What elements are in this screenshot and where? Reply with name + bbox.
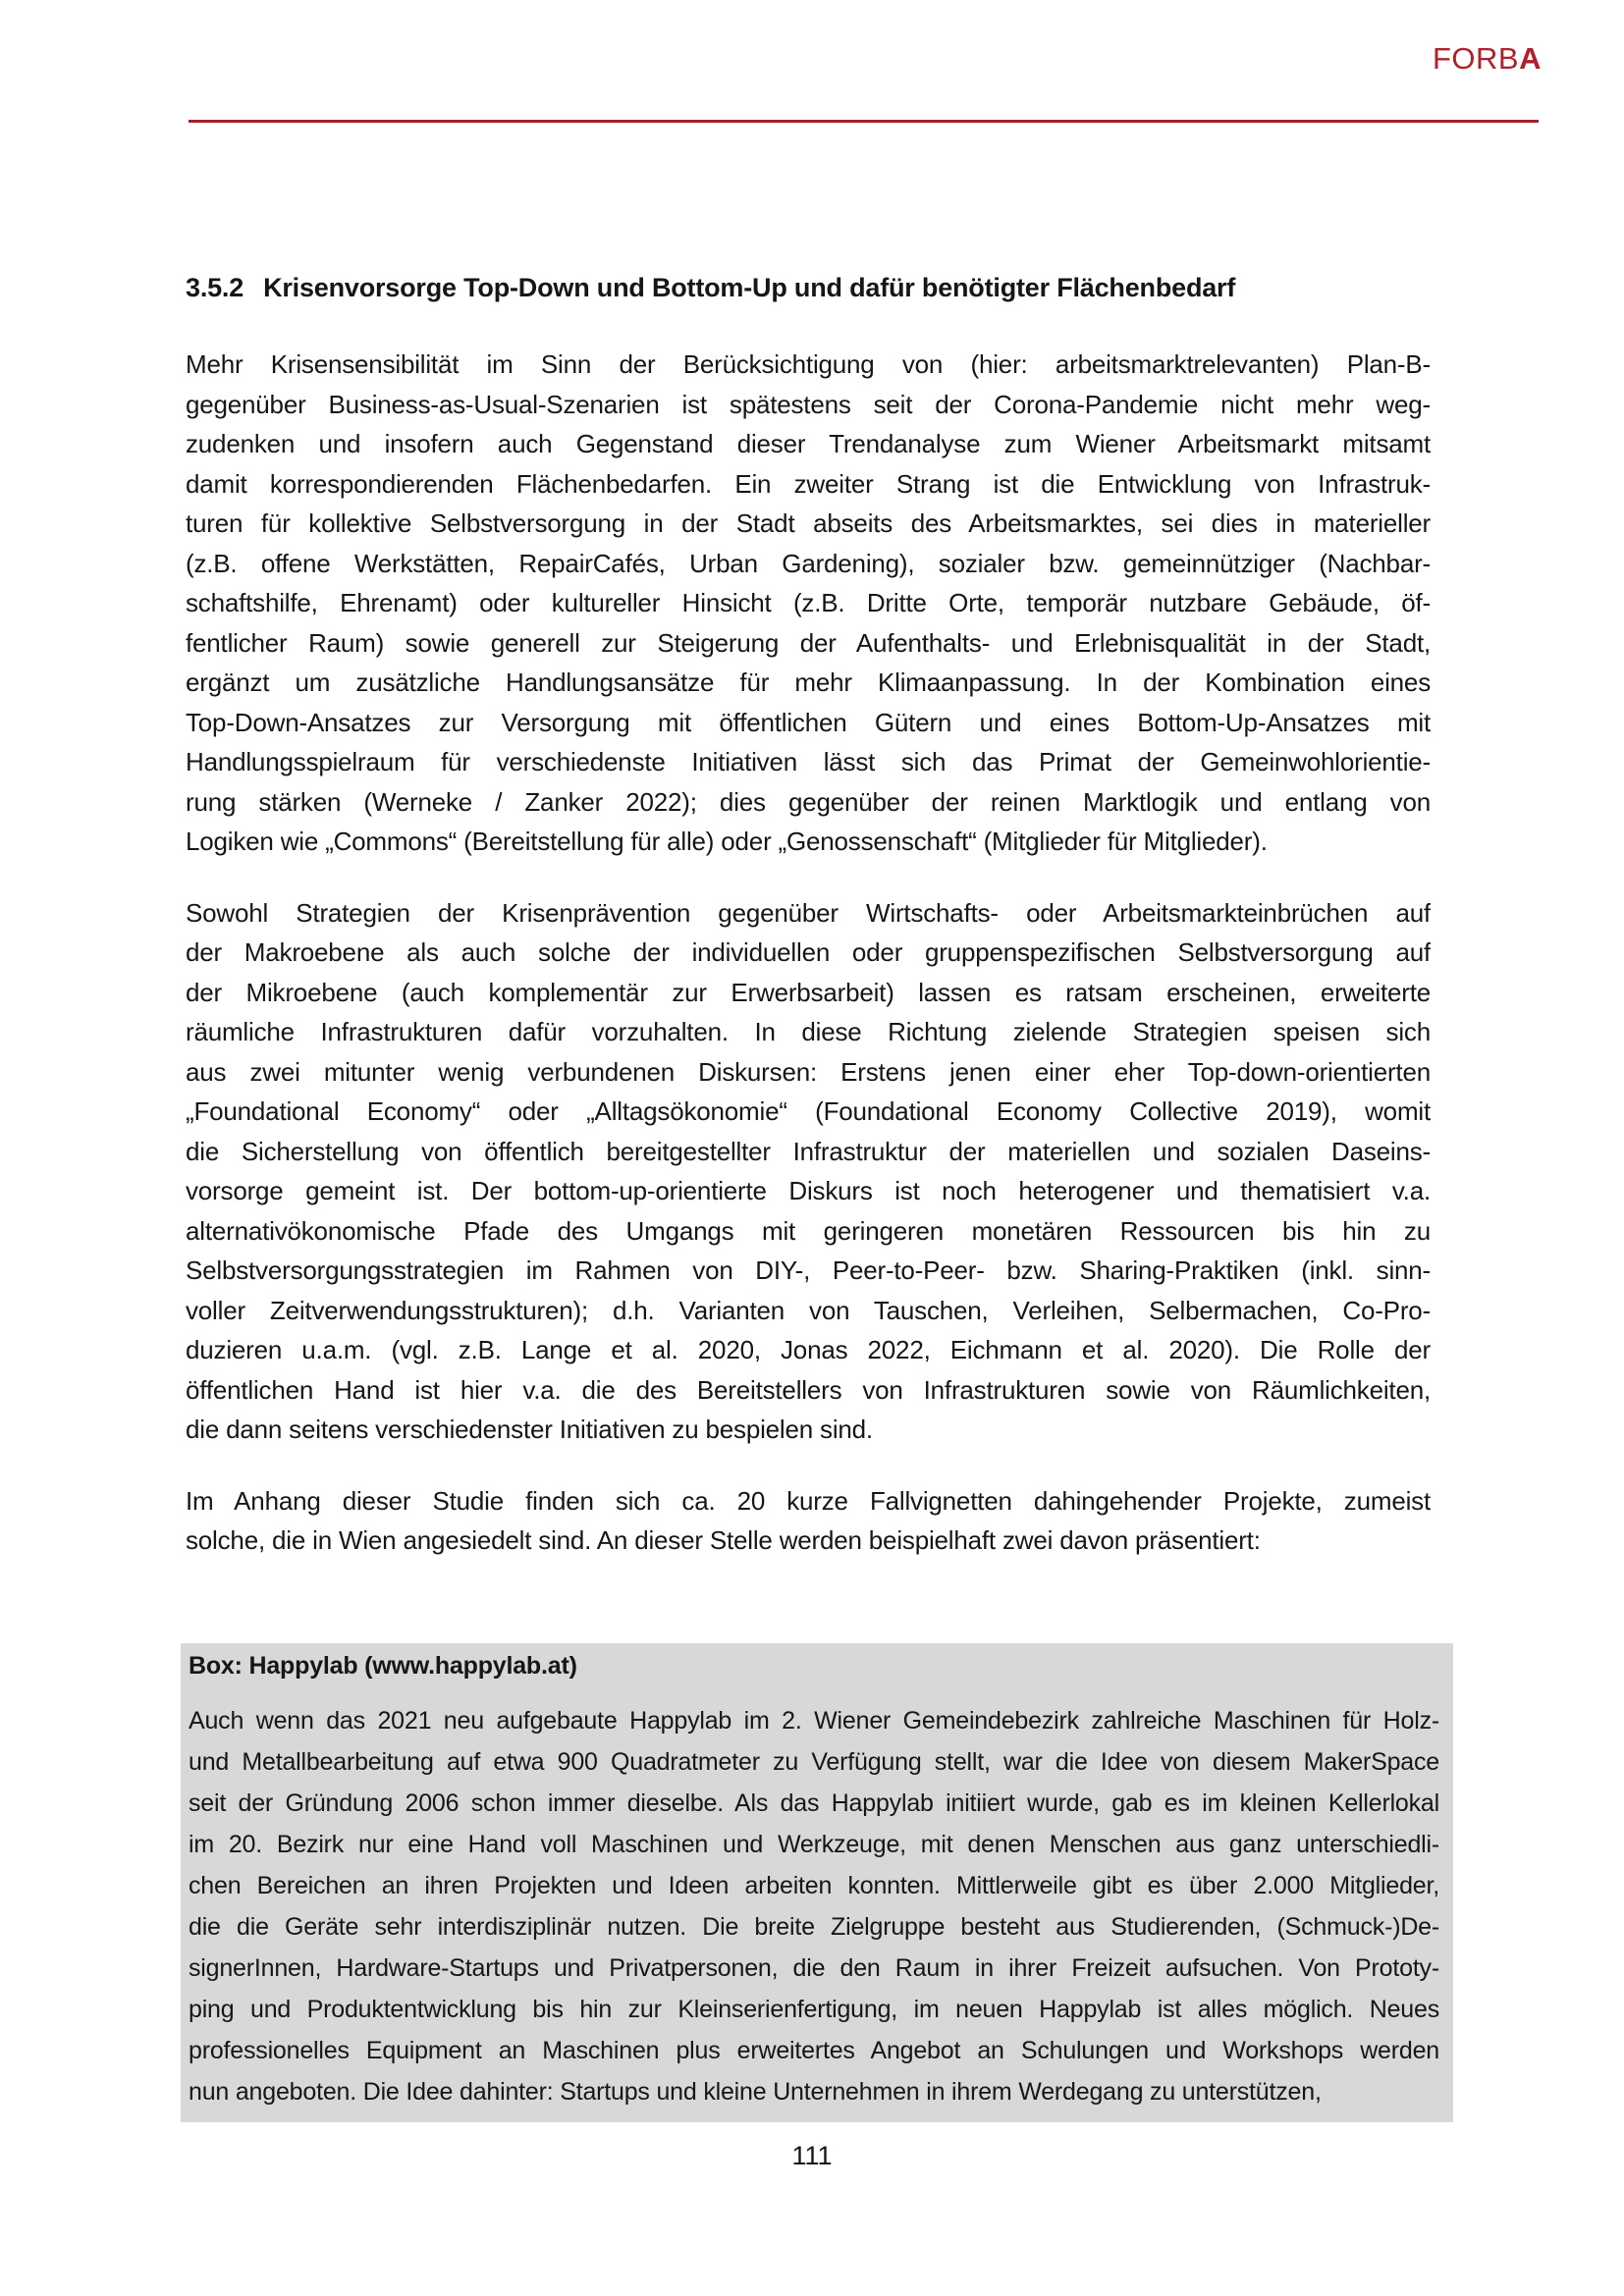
- text-line: seit der Gründung 2006 schon immer dieselbe. Als das Happylab initiiert wurde, gab es im kleinen Kellerlokal: [189, 1789, 1439, 1817]
- text-line: professionelles Equipment an Maschinen plus erweitertes Angebot an Schulungen und Workshops werden: [189, 2036, 1439, 2064]
- text-line: Selbstversorgungsstrategien im Rahmen von DIY-, Peer-to-Peer- bzw. Sharing-Praktiken (inkl. sinn-: [186, 1255, 1431, 1285]
- text-line: ping und Produktentwicklung bis hin zur Kleinserienfertigung, im neuen Happylab ist alles möglich. Neues: [189, 1995, 1439, 2023]
- paragraph-krisensensibilitaet: [186, 345, 1431, 862]
- paragraph-anhang: [186, 1481, 1431, 1561]
- text-line: vorsorge gemeint ist. Der bottom-up-orientierte Diskurs ist noch heterogener und thematisiert v.a.: [186, 1176, 1431, 1205]
- text-line: damit korrespondierenden Flächenbedarfen. Ein zweiter Strang ist die Entwicklung von Infrastruk-: [186, 468, 1431, 499]
- text-line: fentlicher Raum) sowie generell zur Steigerung der Aufenthalts- und Erlebnisqualität in der Stadt,: [186, 627, 1431, 658]
- text-line: räumliche Infrastrukturen dafür vorzuhalten. In diese Richtung zielende Strategien speisen sich: [186, 1017, 1431, 1046]
- section-number: 3.5.2: [186, 273, 244, 302]
- text-line: die die Geräte sehr interdisziplinär nutzen. Die breite Zielgruppe besteht aus Studierenden, (Schmuck-)De-: [189, 1912, 1439, 1941]
- text-line: Sowohl Strategien der Krisenprävention gegenüber Wirtschafts- oder Arbeitsmarkteinbrüchen auf: [186, 897, 1431, 928]
- text-line: und Metallbearbeitung auf etwa 900 Quadratmeter zu Verfügung stellt, war die Idee von diesem MakerSpace: [189, 1747, 1439, 1776]
- forba-logo-bold-part: A: [1519, 41, 1542, 76]
- section-heading: [186, 0, 1431, 304]
- page-number: 111: [791, 2141, 833, 2170]
- text-line: der Makroebene als auch solche der individuellen oder gruppenspezifischen Selbstversorgung auf: [186, 937, 1431, 967]
- page-content: [186, 0, 1439, 2122]
- text-line: zudenken und insofern auch Gegenstand dieser Trendanalyse zum Wiener Arbeitsmarkt mitsamt: [186, 429, 1431, 458]
- happylab-box-body: [189, 1700, 1439, 2112]
- text-line: Logiken wie „Commons“ (Bereitstellung für alle) oder „Genossenschaft“ (Mitglieder für Mitglieder).: [186, 827, 1268, 856]
- text-line: rung stärken (Werneke / Zanker 2022); dies gegenüber der reinen Marktlogik und entlang von: [186, 786, 1431, 817]
- text-line: signerInnen, Hardware-Startups und Privatpersonen, die den Raum in ihrer Freizeit aufsuchen. Von Prototy-: [189, 1953, 1439, 1982]
- text-line: „Foundational Economy“ oder „Alltagsökonomie“ (Foundational Economy Collective 2019), womit: [186, 1096, 1431, 1126]
- text-line: gegenüber Business-as-Usual-Szenarien ist spätestens seit der Corona-Pandemie nicht mehr weg-: [186, 389, 1431, 419]
- text-line: Im Anhang dieser Studie finden sich ca. 20 kurze Fallvignetten dahingehender Projekte, zumeist: [186, 1485, 1431, 1516]
- text-line: Mehr Krisensensibilität im Sinn der Berücksichtigung von (hier: arbeitsmarktrelevanten) Plan-B-: [186, 349, 1431, 379]
- text-line: duzieren u.a.m. (vgl. z.B. Lange et al. 2020, Jonas 2022, Eichmann et al. 2020). Die Rolle der: [186, 1335, 1431, 1364]
- text-line: öffentlichen Hand ist hier v.a. die des Bereitstellers von Infrastrukturen sowie von Räumlichkeiten,: [186, 1374, 1431, 1405]
- text-line: Handlungsspielraum für verschiedenste Initiativen lässt sich das Primat der Gemeinwohlorientie-: [186, 747, 1431, 776]
- text-line: die Sicherstellung von öffentlich bereitgestellter Infrastruktur der materiellen und sozialen Daseins-: [186, 1136, 1431, 1166]
- text-line: solche, die in Wien angesiedelt sind. An dieser Stelle werden beispielhaft zwei davon präsentiert:: [186, 1525, 1261, 1555]
- text-line: alternativökonomische Pfade des Umgangs mit geringeren monetären Ressourcen bis hin zu: [186, 1215, 1431, 1246]
- text-line: turen für kollektive Selbstversorgung in der Stadt abseits des Arbeitsmarktes, sei dies in materieller: [186, 508, 1431, 538]
- text-line: im 20. Bezirk nur eine Hand voll Maschinen und Werkzeuge, mit denen Menschen aus ganz unterschiedli-: [189, 1830, 1439, 1858]
- text-line: (z.B. offene Werkstätten, RepairCafés, Urban Gardening), sozialer bzw. gemeinnütziger (Nachbar-: [186, 548, 1431, 578]
- text-line: der Mikroebene (auch komplementär zur Erwerbsarbeit) lassen es ratsam erscheinen, erweiterte: [186, 977, 1431, 1007]
- paragraph-strategien: [186, 893, 1431, 1450]
- text-line: schaftshilfe, Ehrenamt) oder kultureller Hinsicht (z.B. Dritte Orte, temporär nutzbare Gebäude, öf-: [186, 588, 1431, 617]
- text-line: nun angeboten. Die Idee dahinter: Startups und kleine Unternehmen in ihrem Werdegang zu unterstützen,: [189, 2077, 1322, 2106]
- happylab-box: [181, 1643, 1453, 2122]
- section-title: Krisenvorsorge Top-Down und Bottom-Up und dafür benötigter Flächenbedarf: [263, 273, 1236, 302]
- forba-logo: [1433, 43, 1542, 74]
- text-line: chen Bereichen an ihren Projekten und Ideen arbeiten konnten. Mittlerweile gibt es über 2.000 Mitglieder,: [189, 1871, 1439, 1899]
- happylab-box-title: Box: Happylab (www.happylab.at): [189, 1651, 577, 1680]
- text-line: Auch wenn das 2021 neu aufgebaute Happylab im 2. Wiener Gemeindebezirk zahlreiche Maschinen für Holz-: [189, 1706, 1439, 1735]
- text-line: ergänzt um zusätzliche Handlungsansätze für mehr Klimaanpassung. In der Kombination eines: [186, 667, 1431, 697]
- text-line: die dann seitens verschiedenster Initiativen zu bespielen sind.: [186, 1415, 873, 1444]
- forba-logo-regular-part: FORB: [1432, 41, 1520, 76]
- text-line: voller Zeitverwendungsstrukturen); d.h. Varianten von Tauschen, Verleihen, Selbermachen, Co-Pro-: [186, 1295, 1431, 1325]
- text-line: Top-Down-Ansatzes zur Versorgung mit öffentlichen Gütern und eines Bottom-Up-Ansatzes mit: [186, 707, 1431, 737]
- text-line: aus zwei mitunter wenig verbundenen Diskursen: Erstens jenen einer eher Top-down-orientierten: [186, 1056, 1431, 1087]
